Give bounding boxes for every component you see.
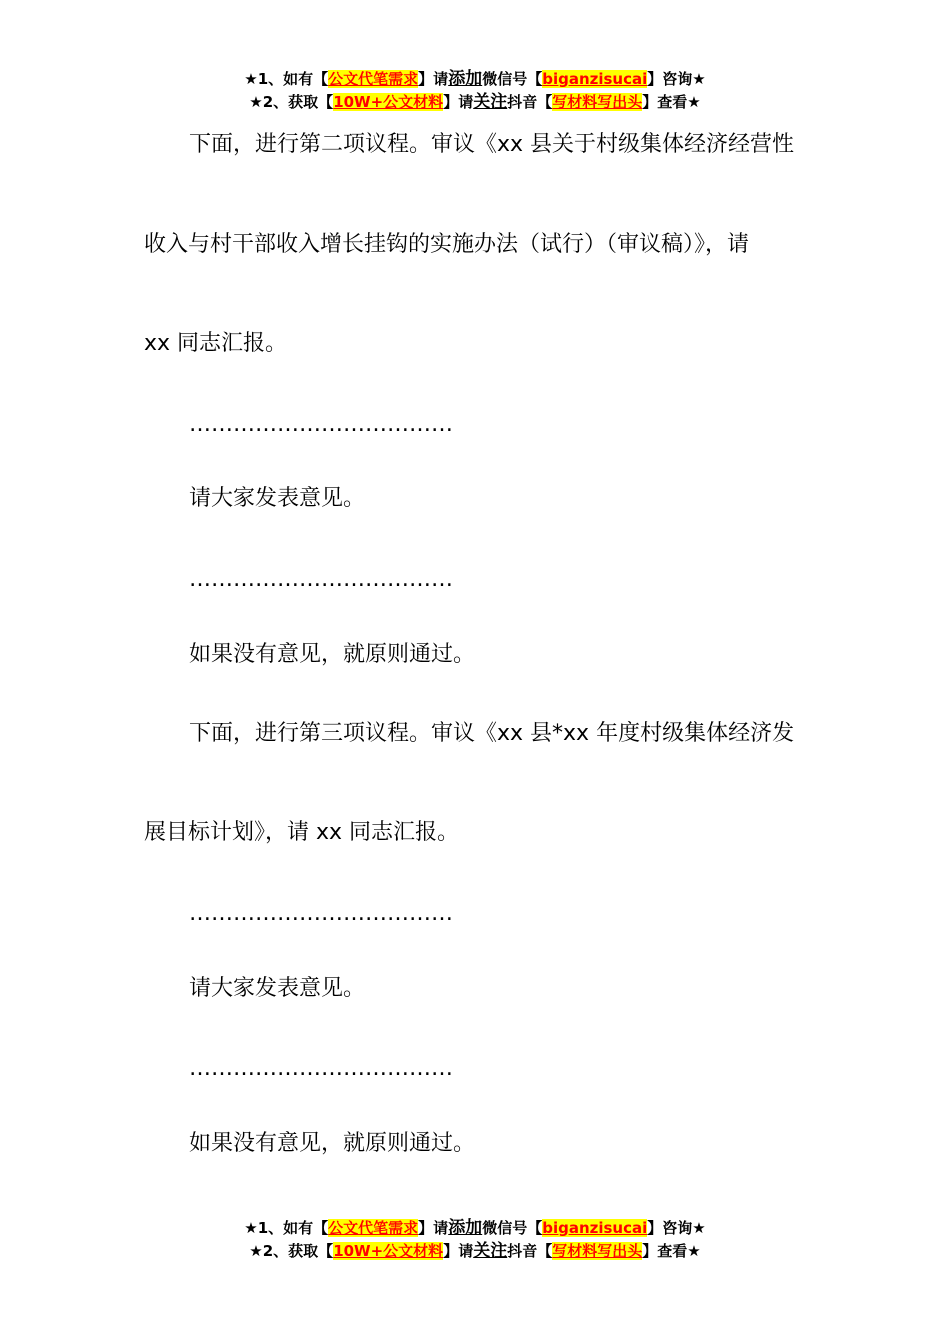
bottom-banner-line-2 xyxy=(0,1240,950,1263)
paragraph-agenda-3-line-2: 展目标计划》，请 xx 同志汇报。 xyxy=(144,820,460,845)
highlight-wechat-id: biganzisucai xyxy=(542,70,648,88)
banner-text: 微信号【 xyxy=(482,1219,543,1237)
highlight-materials: 10W+公文材料 xyxy=(333,1242,444,1260)
banner-text: ★2、获取【 xyxy=(249,93,334,111)
highlight-douyin-account: 写材料写出头 xyxy=(552,1242,643,1260)
bottom-banner xyxy=(0,1217,950,1263)
banner-text: ★2、获取【 xyxy=(249,1242,334,1260)
banner-text: 抖音【 xyxy=(507,93,553,111)
banner-text: 微信号【 xyxy=(482,70,543,88)
ellipsis-separator: ……………………………… xyxy=(189,901,453,926)
ellipsis-separator: ……………………………… xyxy=(189,567,453,592)
banner-text: 】请 xyxy=(443,1242,474,1260)
banner-text: 】请 xyxy=(418,1219,449,1237)
banner-emphasis: 添加 xyxy=(448,1218,483,1238)
ellipsis-separator: ……………………………… xyxy=(189,412,453,437)
paragraph-request-opinions: 请大家发表意见。 xyxy=(189,486,366,511)
banner-text: 】查看★ xyxy=(642,1242,701,1260)
top-banner xyxy=(0,68,950,114)
paragraph-agenda-2-line-3: xx 同志汇报。 xyxy=(144,331,288,356)
banner-emphasis: 关注 xyxy=(473,92,508,112)
bottom-banner-line-1 xyxy=(0,1217,950,1240)
paragraph-agenda-2-line-2: 收入与村干部收入增长挂钩的实施办法（试行）（审议稿）》，请 xyxy=(144,232,750,257)
highlight-materials: 10W+公文材料 xyxy=(333,93,444,111)
highlight-service: 公文代笔需求 xyxy=(328,1219,419,1237)
paragraph-request-opinions: 请大家发表意见。 xyxy=(189,976,366,1001)
paragraph-approval: 如果没有意见，就原则通过。 xyxy=(189,1131,476,1156)
highlight-douyin-account: 写材料写出头 xyxy=(552,93,643,111)
top-banner-line-2 xyxy=(0,91,950,114)
highlight-wechat-id: biganzisucai xyxy=(542,1219,648,1237)
paragraph-agenda-3-line-1: 下面，进行第三项议程。审议《xx 县*xx 年度村级集体经济发 xyxy=(189,721,795,746)
banner-text: 】咨询★ xyxy=(647,70,706,88)
top-banner-line-1 xyxy=(0,68,950,91)
paragraph-approval: 如果没有意见，就原则通过。 xyxy=(189,642,476,667)
paragraph-agenda-2-line-1: 下面，进行第二项议程。审议《xx 县关于村级集体经济经营性 xyxy=(189,132,795,157)
banner-emphasis: 添加 xyxy=(448,69,483,89)
banner-text: 抖音【 xyxy=(507,1242,553,1260)
highlight-service: 公文代笔需求 xyxy=(328,70,419,88)
banner-text: 】查看★ xyxy=(642,93,701,111)
banner-emphasis: 关注 xyxy=(473,1241,508,1261)
banner-text: ★1、如有【 xyxy=(244,70,329,88)
banner-text: 】咨询★ xyxy=(647,1219,706,1237)
banner-text: 】请 xyxy=(443,93,474,111)
banner-text: 】请 xyxy=(418,70,449,88)
banner-text: ★1、如有【 xyxy=(244,1219,329,1237)
ellipsis-separator: ……………………………… xyxy=(189,1056,453,1081)
